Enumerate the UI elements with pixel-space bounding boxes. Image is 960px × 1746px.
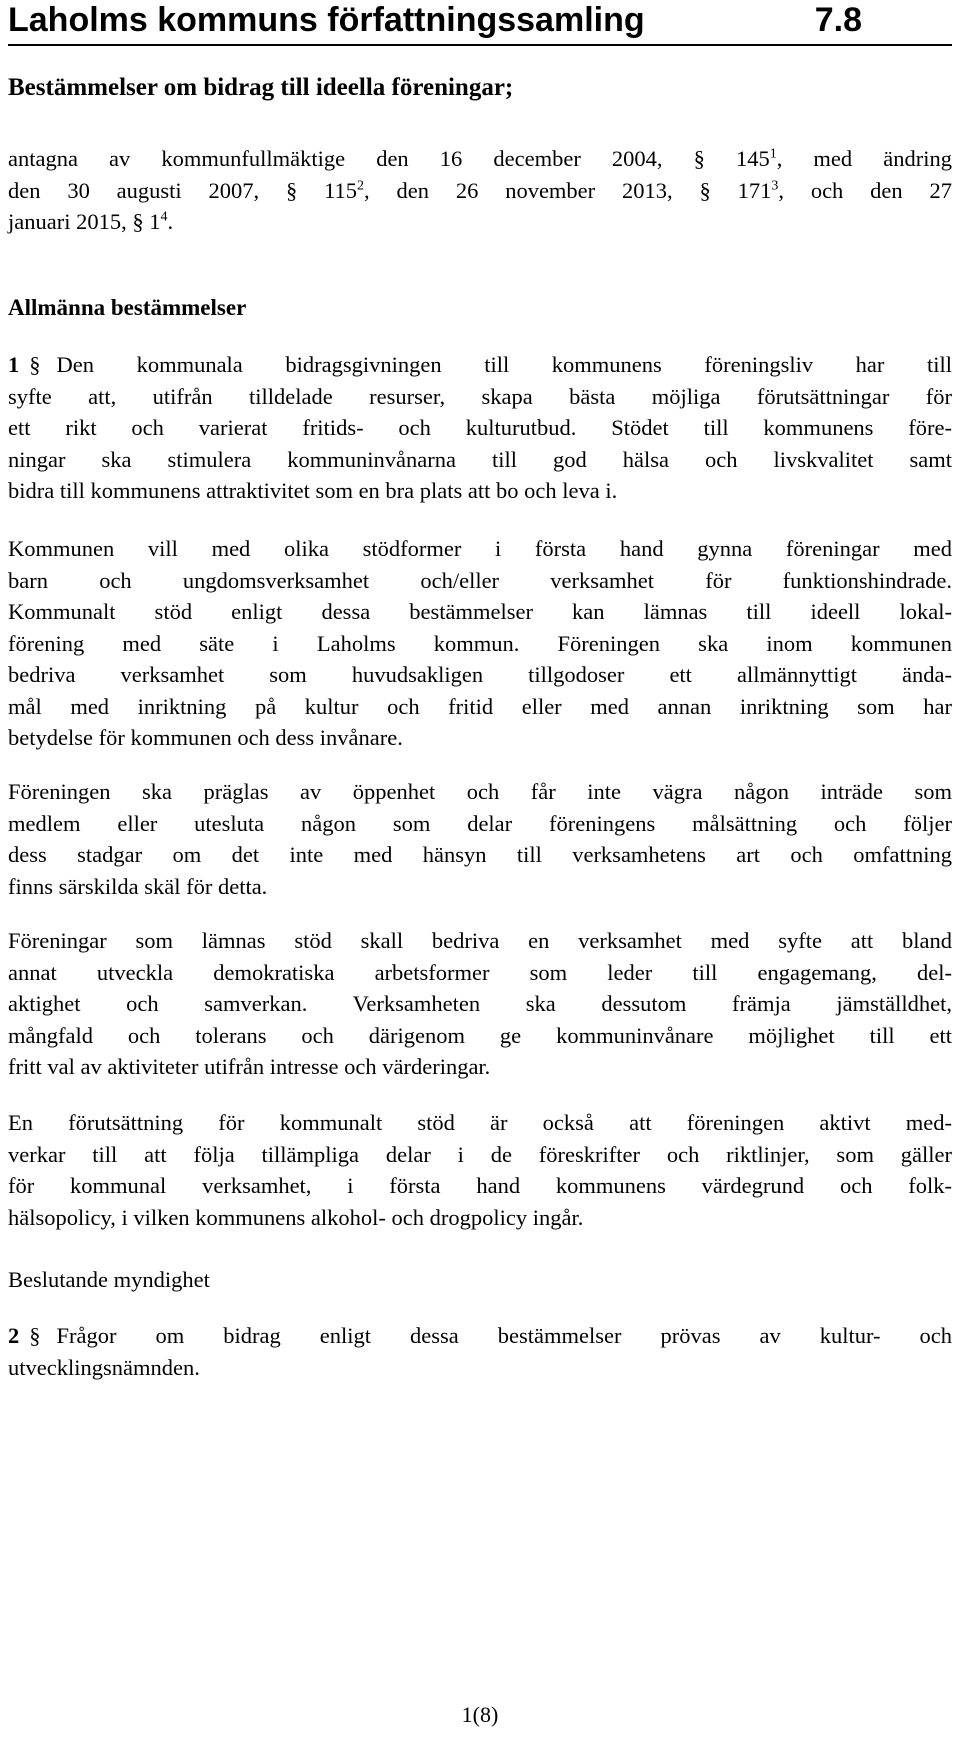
paragraph-line: dess stadgar om det inte med hänsyn till verksamhetens art och omfattning bbox=[8, 842, 952, 867]
paragraph-line: hälsopolicy, i vilken kommunens alkohol- och drogpolicy ingår. bbox=[8, 1204, 584, 1230]
document-page bbox=[8, 0, 952, 1746]
adoption-line: den 30 augusti 2007, § $115^2$, den 26 november 2013, § $171^3$, och den 27 bbox=[8, 177, 952, 203]
section-sign-icon: § bbox=[29, 1323, 41, 1348]
page-number: 1(8) bbox=[461, 1702, 499, 1727]
page-header bbox=[8, 0, 952, 46]
adoption-note bbox=[8, 143, 952, 238]
paragraph-line: Kommunen vill med olika stödformer i första hand gynna föreningar med bbox=[8, 536, 952, 561]
paragraph-1 bbox=[8, 349, 952, 507]
paragraph-line: Föreningen ska präglas av öppenhet och får inte vägra någon inträde som bbox=[8, 779, 952, 804]
paragraph-line: aktighet och samverkan. Verksamheten ska dessutom främja jämställdhet, bbox=[8, 991, 952, 1016]
paragraph-line: förening med säte i Laholms kommun. Föreningen ska inom kommunen bbox=[8, 630, 952, 656]
section-heading-authority: Beslutande myndighet bbox=[8, 1267, 210, 1292]
paragraph-line: bidra till kommunens attraktivitet som en bra plats att bo och leva i. bbox=[8, 478, 618, 503]
paragraph-line: Föreningar som lämnas stöd skall bedriva en verksamhet med syfte att bland bbox=[8, 928, 952, 953]
paragraph-line: barn och ungdomsverksamhet och/eller verksamhet för funktionshindrade. bbox=[8, 567, 952, 593]
paragraph-line: annat utveckla demokratiska arbetsformer som leder till engagemang, del- bbox=[8, 959, 952, 985]
paragraph-line: ett rikt och varierat fritids- och kulturutbud. Stödet till kommunens före- bbox=[8, 415, 952, 440]
paragraph-line: verkar till att följa tillämpliga delar i de föreskrifter och riktlinjer, som gäller bbox=[8, 1141, 952, 1167]
paragraph-line: utvecklingsnämnden. bbox=[8, 1354, 200, 1380]
adoption-line: antagna av kommunfullmäktige den 16 december 2004, § $145^1$, med ändring bbox=[8, 146, 952, 171]
paragraph-line: betydelse för kommunen och dess invånare. bbox=[8, 725, 403, 750]
paragraph-text bbox=[8, 776, 952, 902]
paragraph-line: mål med inriktning på kultur och fritid eller med annan inriktning som har bbox=[8, 693, 952, 719]
paragraph-number: 2 bbox=[8, 1323, 20, 1348]
paragraph-line: för kommunal verksamhet, i första hand kommunens värdegrund och folk- bbox=[8, 1173, 952, 1198]
paragraph-line: 2 § Frågor om bidrag enligt dessa bestämmelser prövas av kultur- och bbox=[8, 1320, 952, 1352]
paragraph-line: bedriva verksamhet som huvudsakligen tillgodoser ett allmännyttigt ända- bbox=[8, 662, 952, 687]
paragraph-line: 1 § Den kommunala bidragsgivningen till kommunens föreningsliv har till bbox=[8, 349, 952, 381]
section-sign-icon: § bbox=[29, 352, 41, 377]
paragraph-text bbox=[8, 1107, 952, 1233]
document-title: Bestämmelser om bidrag till ideella föreningar; bbox=[8, 74, 514, 101]
paragraph-line: syfte att, utifrån tilldelade resurser, skapa bästa möjliga förutsättningar för bbox=[8, 383, 952, 409]
paragraph-line: Kommunalt stöd enligt dessa bestämmelser kan lämnas till ideell lokal- bbox=[8, 599, 952, 624]
paragraph-line: mångfald och tolerans och därigenom ge kommuninvånare möjlighet till ett bbox=[8, 1022, 952, 1048]
paragraph-text bbox=[8, 533, 952, 754]
paragraph-line: ningar ska stimulera kommuninvånarna till god hälsa och livskvalitet samt bbox=[8, 446, 952, 472]
collection-title: Laholms kommuns författningssamling bbox=[8, 1, 645, 39]
document-number: 7.8 bbox=[814, 1, 862, 39]
paragraph-line: En förutsättning för kommunalt stöd är också att föreningen aktivt med- bbox=[8, 1110, 952, 1135]
paragraph-2 bbox=[8, 1320, 952, 1383]
paragraph-line: medlem eller utesluta någon som delar föreningens målsättning och följer bbox=[8, 810, 952, 836]
paragraph-line: fritt val av aktiviteter utifrån intresse och värderingar. bbox=[8, 1054, 491, 1079]
paragraph-number: 1 bbox=[8, 352, 20, 377]
paragraph-line: finns särskilda skäl för detta. bbox=[8, 873, 268, 899]
section-heading-general: Allmänna bestämmelser bbox=[8, 295, 247, 320]
adoption-line: januari 2015, § $1^4$. bbox=[8, 209, 174, 234]
paragraph-text bbox=[8, 925, 952, 1083]
